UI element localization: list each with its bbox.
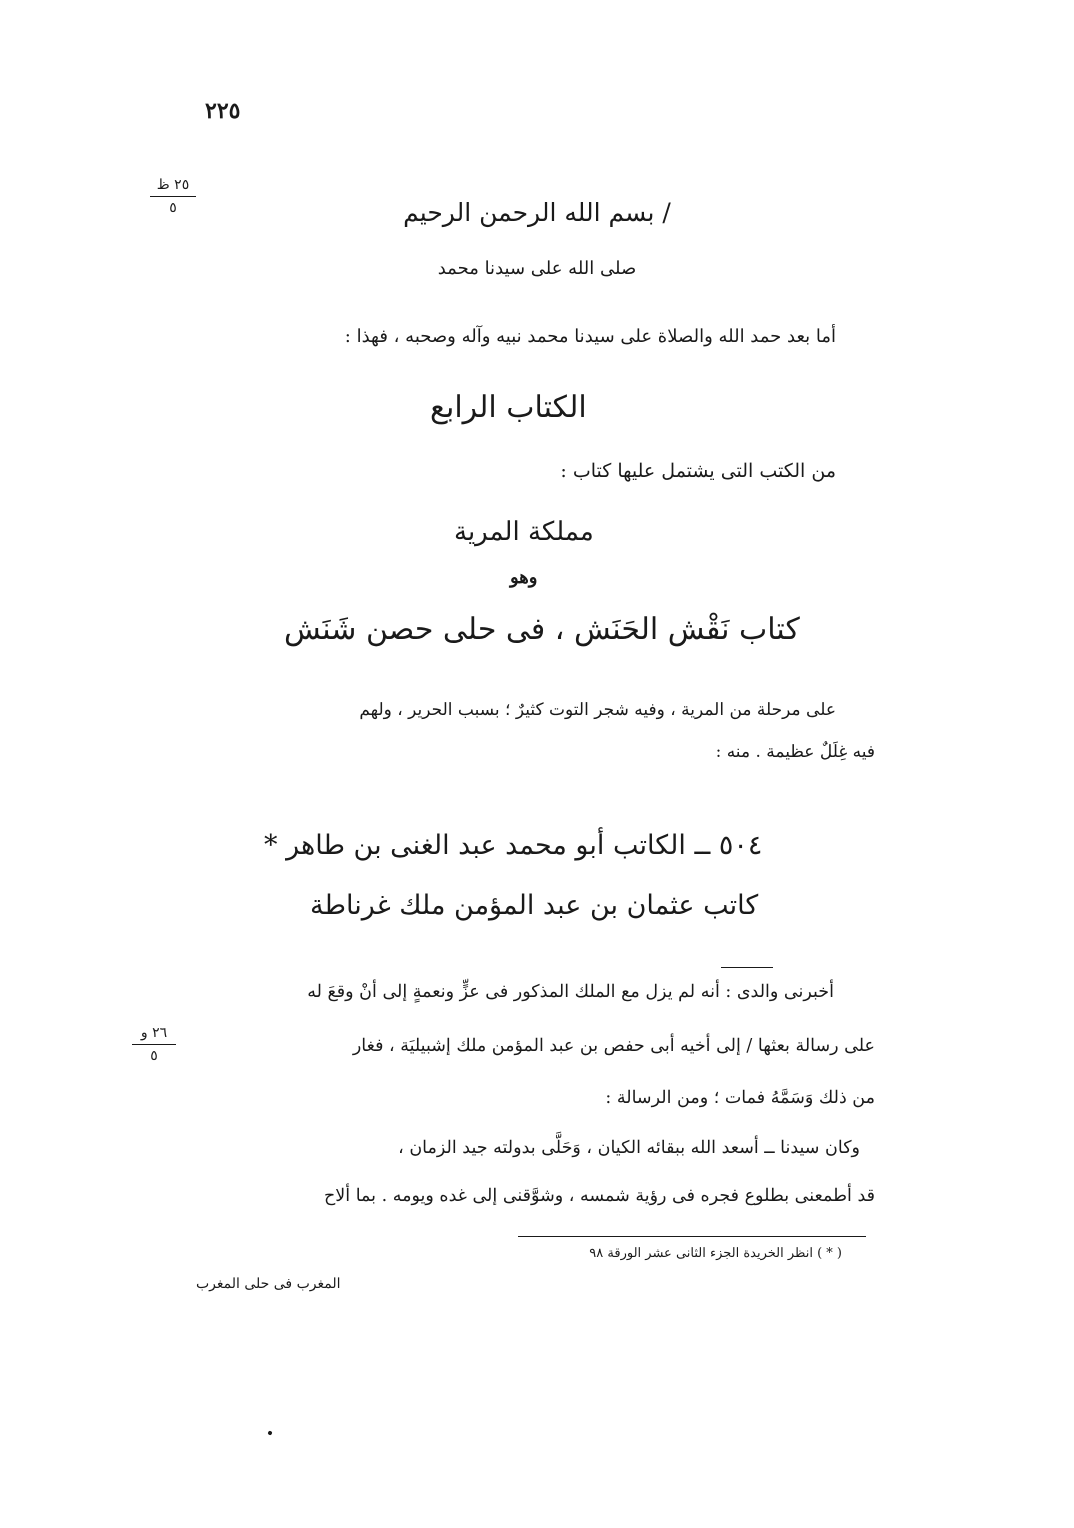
marginal-note-lower: ٥ <box>150 1048 158 1064</box>
marginal-note-upper: ٢٥ ظ <box>156 177 190 193</box>
book-title: كتاب نَقْش الحَنَش ، فى حلى حصن شَنَش <box>284 612 800 647</box>
body-line-1: أخبرنى والدى : أنه لم يزل مع الملك المذكور فى عزٍّ ونعمةٍ إلى أنْ وقعَ له <box>307 982 834 1002</box>
wahuwa-line: وهو <box>510 567 538 588</box>
marginal-note-upper: ٢٦ و <box>140 1025 168 1041</box>
running-footer: المغرب فى حلى المغرب <box>196 1276 341 1292</box>
marginal-note-lower: ٥ <box>169 200 177 216</box>
book-number-title: الكتاب الرابع <box>430 390 587 425</box>
footnote: ( * ) انظر الخريدة الجزء الثانى عشر الورقة ٩٨ <box>589 1246 842 1261</box>
body-line-3: من ذلك وَسَمَّهُ فمات ؛ ومن الرسالة : <box>605 1088 875 1108</box>
marginal-note-rule <box>132 1044 176 1045</box>
section-divider <box>721 967 773 968</box>
footnote-divider <box>518 1236 866 1237</box>
entry-heading: ٥٠٤ ــ الكاتب أبو محمد عبد الغنى بن طاهر * <box>264 830 763 861</box>
marginal-note-rule <box>150 196 196 197</box>
body-line-5: قد أطمعنى بطلوع فجره فى رؤية شمسه ، وشوَّقنى إلى غده ويومه . بما ألاح <box>324 1186 875 1206</box>
page-number: ٢٢٥ <box>205 98 241 124</box>
basmala-line: / بسم الله الرحمن الرحيم <box>403 198 671 227</box>
amma-baad-line: أما بعد حمد الله والصلاة على سيدنا محمد نبيه وآله وصحبه ، فهذا : <box>344 326 836 347</box>
entry-subheading: كاتب عثمان بن عبد المؤمن ملك غرناطة <box>310 890 759 921</box>
salla-line: صلى الله على سيدنا محمد <box>437 258 637 279</box>
from-books-line: من الكتب التى يشتمل عليها كتاب : <box>560 460 836 482</box>
body-line-2: على رسالة بعثها / إلى أخيه أبى حفص بن عبد المؤمن ملك إشبيليَة ، فغار <box>352 1036 875 1056</box>
marginal-folio-note-middle <box>132 1024 176 1065</box>
description-line-1: على مرحلة من المرية ، وفيه شجر التوت كثيرٌ ؛ بسبب الحرير ، ولهم <box>359 700 836 720</box>
scan-speck <box>267 1430 272 1435</box>
kingdom-title: مملكة المرية <box>454 517 594 547</box>
description-line-2: فيه غِلَلٌ عظيمة . منه : <box>715 742 875 762</box>
body-line-4: وكان سيدنا ــ أسعد الله ببقائه الكيان ، وَحَلَّى بدولته جيد الزمان ، <box>398 1138 860 1158</box>
